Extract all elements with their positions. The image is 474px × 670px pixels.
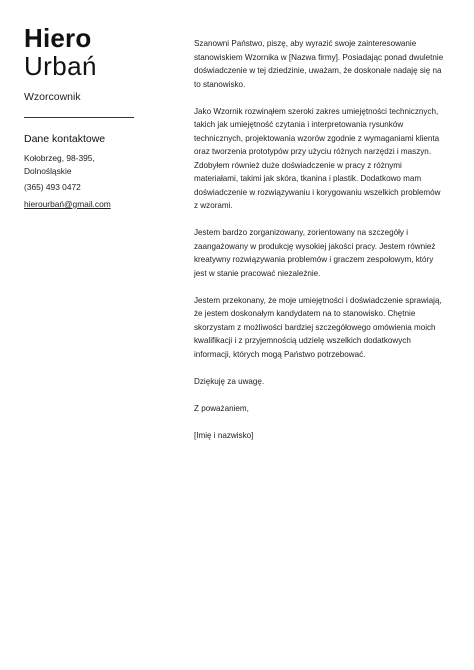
- letter-paragraph-intro: Szanowni Państwo, piszę, aby wyrazić swoje zainteresowanie stanowiskiem Wzornika w [Nazwa firmy]. Posiadając ponad dwuletnie doświadczenie w tej dziedzinie, uważam, że doskonale nadaję się na to stanowisko.: [194, 39, 444, 89]
- sidebar: [24, 24, 136, 214]
- address: [24, 152, 136, 177]
- letter-signature: [Imię i nazwisko]: [194, 430, 254, 440]
- divider: [24, 117, 134, 118]
- last-name: Urbań: [24, 51, 97, 81]
- letter-paragraph-closing: Jestem przekonany, że moje umiejętności i doświadczenie sprawiają, że jestem doskonałym kandydatem na to stanowisko. Chętnie skorzystam z możliwości bardziej szczegółowego omówienia moich kwalifikacji i z przyjemnością udzielę wszelkich dodatkowych informacji, których mogą Państwo potrzebować.: [194, 295, 442, 359]
- first-name: Hiero: [24, 23, 92, 53]
- letter-salutation: Z poważaniem,: [194, 403, 249, 413]
- email-link[interactable]: hierourbań@gmail.com: [24, 198, 111, 209]
- letter-body: [194, 37, 446, 456]
- address-line-1: Kołobrzeg, 98-395,: [24, 153, 95, 163]
- contact-list: [24, 152, 136, 210]
- job-title: Wzorcownik: [24, 91, 81, 103]
- contact-heading: Dane kontaktowe: [24, 133, 106, 145]
- letter-paragraph-traits: Jestem bardzo zorganizowany, zorientowany na szczegóły i zaangażowany w produkcję wysokiej jakości pracy. Jestem również kreatywny rozwiązywania problemów i graczem zespołowym, który jest w stanie pracować niezależnie.: [194, 228, 436, 278]
- phone-number: (365) 493 0472: [24, 182, 81, 193]
- address-line-2: Dolnośląskie: [24, 165, 72, 176]
- letter-thanks: Dziękuję za uwagę.: [194, 376, 265, 386]
- letter-paragraph-skills: Jako Wzornik rozwinąłem szeroki zakres umiejętności technicznych, takich jak umiejętność czytania i interpretowania rysunków technicznych, projektowania wzorów zgodnie z wymaganiami klienta oraz tworzenia prototypów przy użyciu różnych narzędzi i maszyn. Zdobyłem również duże doświadczenie w pracy z różnymi materiałami, takimi jak skóra, tkanina i plastik. Dodatkowo mam doświadczenie w rozwiązywaniu i korygowaniu wszelkich problemów z wzorami.: [194, 106, 441, 210]
